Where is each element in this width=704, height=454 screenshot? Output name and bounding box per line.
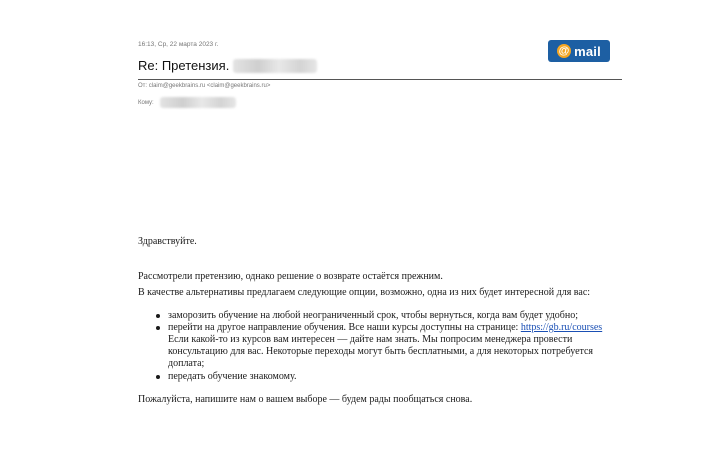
courses-link[interactable]: https://gb.ru/courses	[520, 321, 603, 333]
option-switch-text-after: Если какой-то из курсов вам интересен — дайте нам знать. Мы попросим менеджера провести консультацию для вас. Некоторые переходы могут быть бесплатными, а для некоторых потребуется доплата;	[168, 334, 594, 370]
email-from: От: claim@geekbrains.ru <claim@geekbrains.ru>	[138, 83, 271, 89]
email-greeting: Здравствуйте.	[138, 236, 197, 247]
list-item	[168, 310, 622, 322]
email-date: 16:13, Ср, 22 марта 2023 г.	[138, 41, 219, 48]
header-divider	[138, 79, 622, 80]
email-subject-text: Re: Претензия.	[138, 58, 230, 73]
mail-logo	[548, 40, 610, 62]
option-freeze-text: заморозить обучение на любой неограниченный срок, чтобы вернуться, когда вам будет удобно;	[168, 309, 579, 321]
email-to-label: Кому:	[138, 99, 154, 106]
options-list	[138, 310, 622, 383]
mail-logo-text: mail	[574, 43, 601, 59]
email-paragraph-decision: Рассмотрели претензию, однако решение о возврате остаётся прежним.	[138, 271, 443, 283]
email-closing: Пожалуйста, напишите нам о вашем выборе — будем рады пообщаться снова.	[138, 393, 473, 405]
option-switch-text-before: перейти на другое направление обучения. Все наши курсы доступны на странице:	[168, 321, 521, 333]
list-item	[168, 322, 622, 371]
at-icon: @	[558, 45, 570, 57]
list-item	[168, 371, 622, 383]
redacted-recipient-blur	[160, 97, 236, 108]
email-body	[138, 236, 622, 406]
email-to	[138, 97, 236, 108]
redacted-subject-blur	[233, 59, 317, 73]
option-transfer-text: передать обучение знакомому.	[168, 370, 297, 382]
email-subject	[138, 58, 317, 73]
email-paragraph-alternatives: В качестве альтернативы предлагаем следующие опции, возможно, одна из них будет интересной для вас:	[138, 287, 591, 299]
